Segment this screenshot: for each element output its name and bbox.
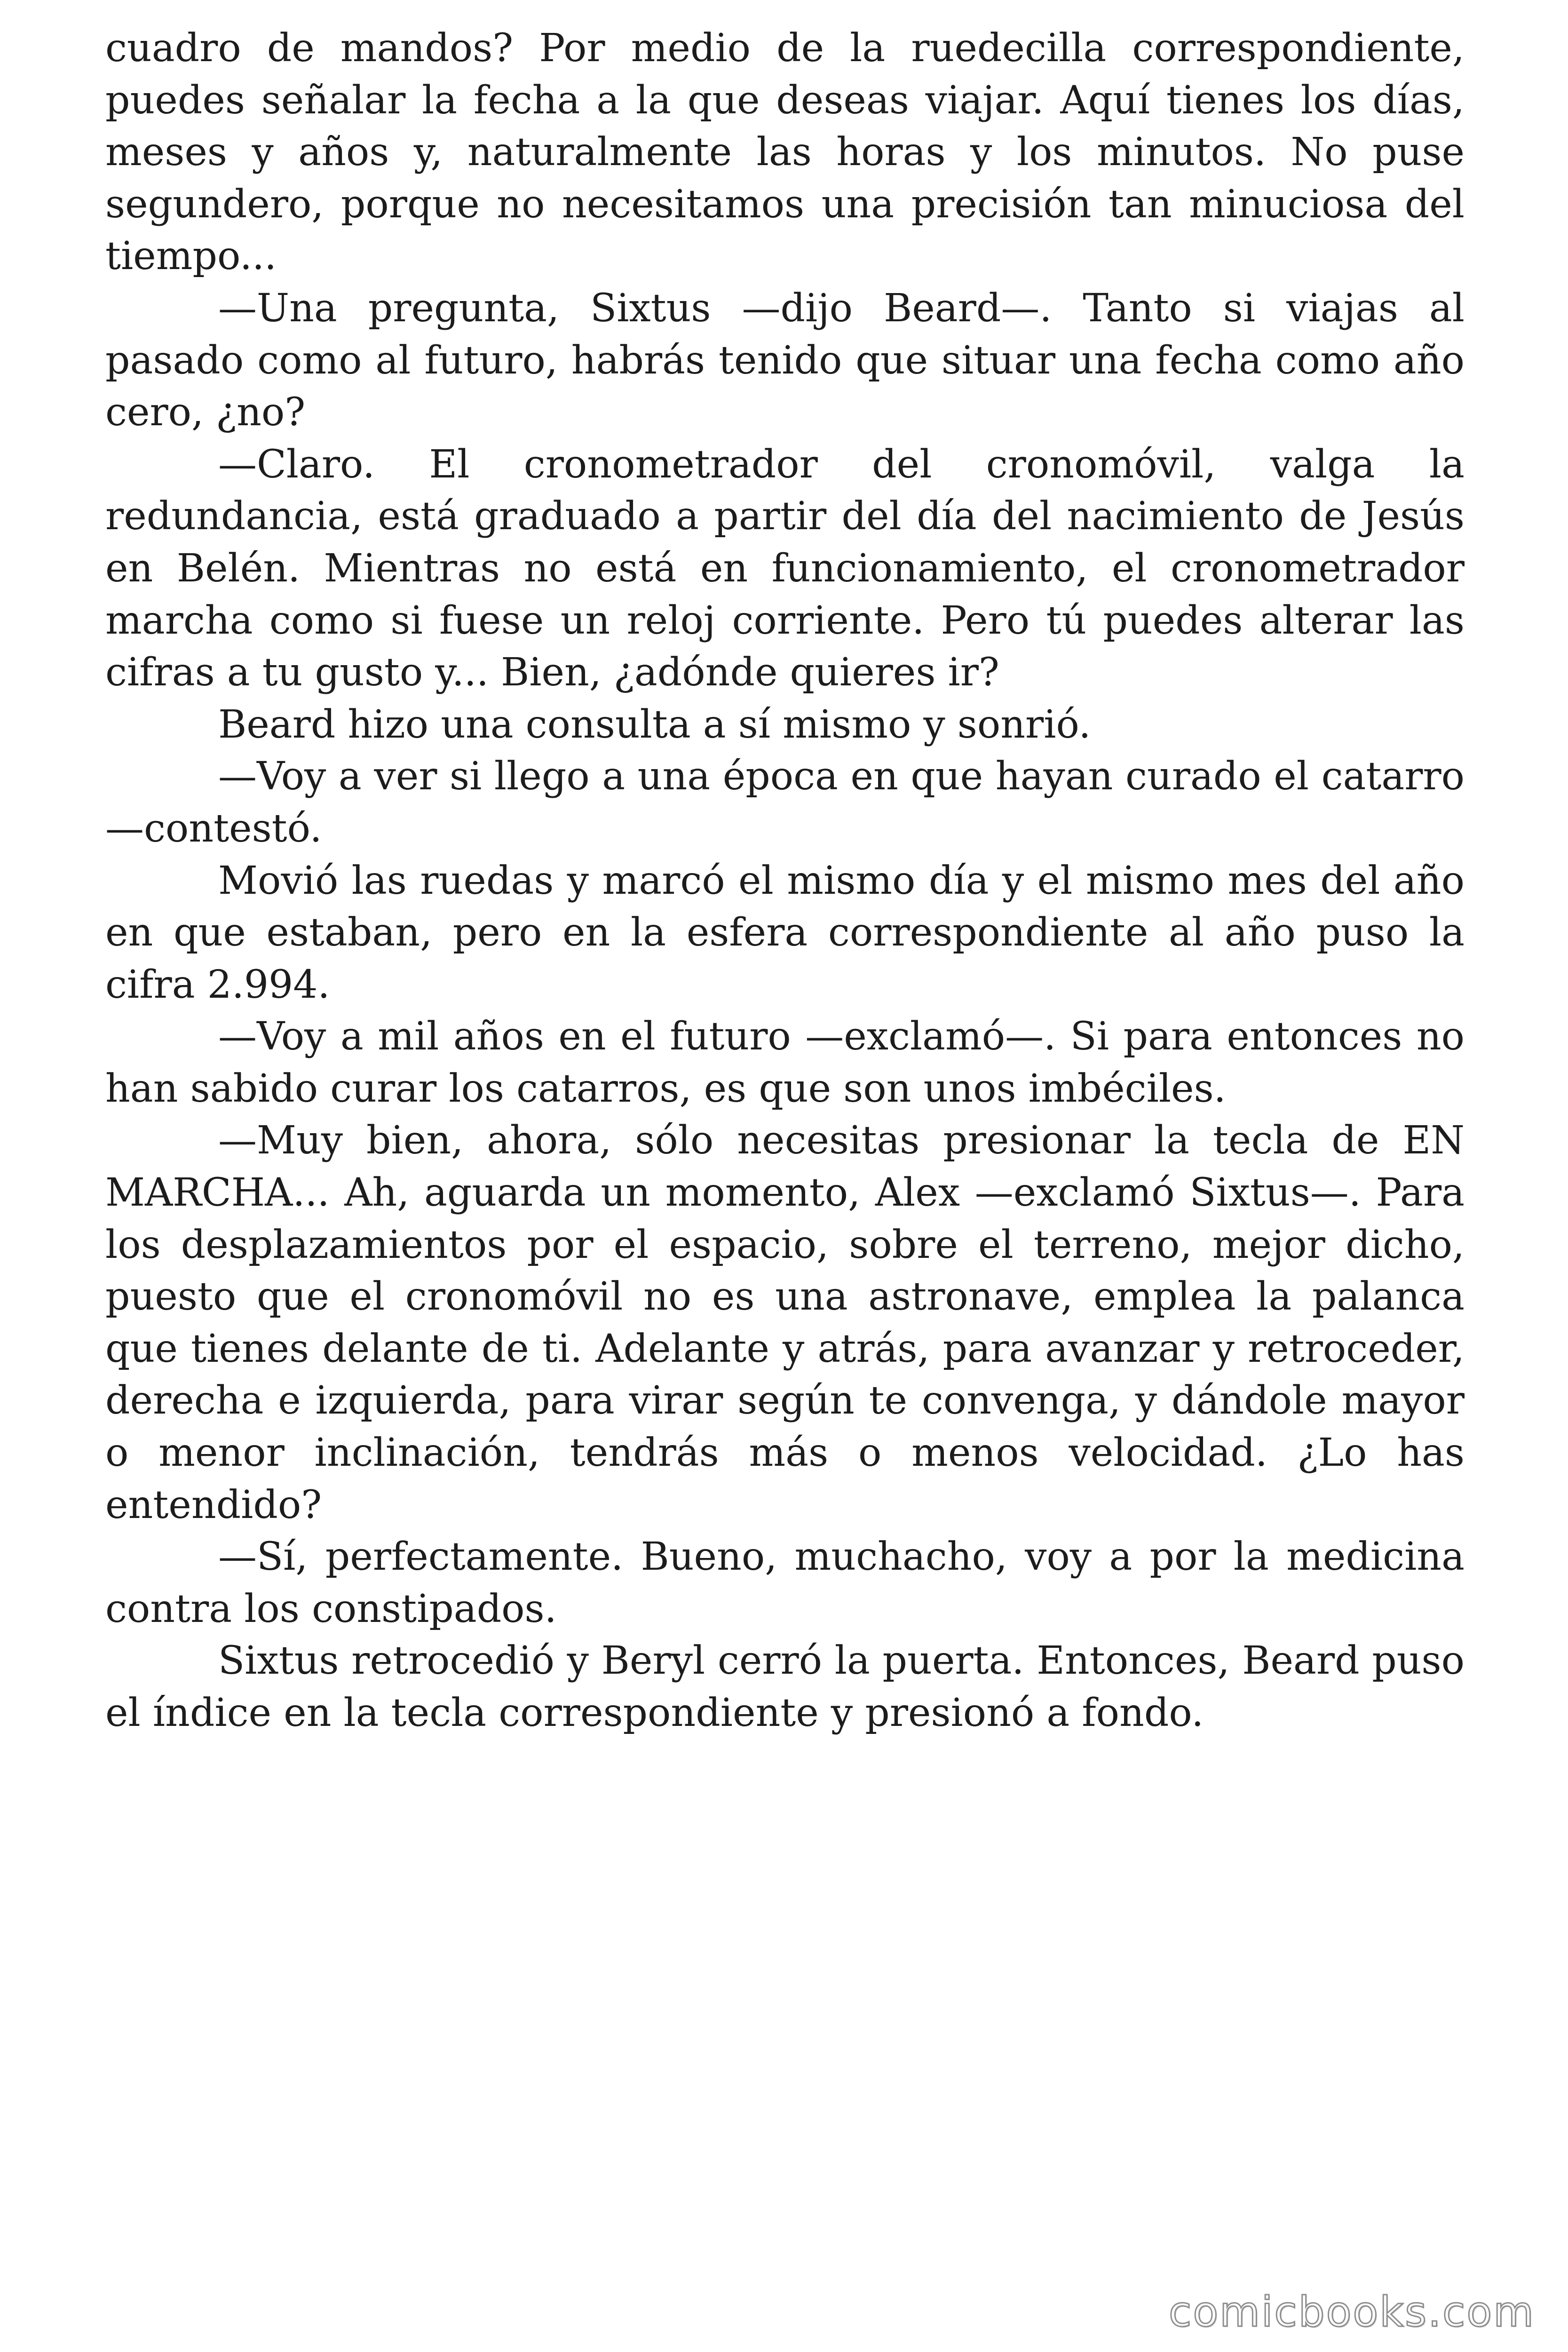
paragraph-6: Movió las ruedas y marcó el mismo día y el mismo mes del año en que estaban, pero en la esfera correspondiente al año puso la cifra 2.994.	[105, 858, 1465, 1007]
book-page-text	[105, 23, 1465, 1740]
watermark-logo: comicbooks.com	[1168, 2288, 1535, 2336]
paragraph-3: —Claro. El cronometrador del cronomóvil, valga la redundancia, está graduado a partir del día del nacimiento de Jesús en Belén. Mientras no está en funcionamiento, el cronometrador marcha como si fuese un reloj corriente. Pero tú puedes alterar las cifras a tu gusto y... Bien, ¿adónde quieres ir?	[105, 442, 1465, 695]
paragraph-5: —Voy a ver si llego a una época en que hayan curado el catarro —contestó.	[105, 754, 1465, 851]
paragraph-7: —Voy a mil años en el futuro —exclamó—. Si para entonces no han sabido curar los catarros, es que son unos imbéciles.	[105, 1014, 1465, 1111]
paragraph-9: —Sí, perfectamente. Bueno, muchacho, voy a por la medicina contra los constipados.	[105, 1534, 1465, 1631]
paragraph-2: —Una pregunta, Sixtus —dijo Beard—. Tanto si viajas al pasado como al futuro, habrás tenido que situar una fecha como año cero, ¿no?	[105, 286, 1465, 435]
paragraph-1: cuadro de mandos? Por medio de la ruedecilla correspondiente, puedes señalar la fecha a la que deseas viajar. Aquí tienes los días, meses y años y, naturalmente las horas y los minutos. No puse segundero, porque no necesitamos una precisión tan minuciosa del tiempo...	[105, 26, 1465, 279]
paragraph-4: Beard hizo una consulta a sí mismo y sonrió.	[218, 702, 1091, 747]
paragraph-8: —Muy bien, ahora, sólo necesitas presionar la tecla de EN MARCHA... Ah, aguarda un momento, Alex —exclamó Sixtus—. Para los desplazamientos por el espacio, sobre el terreno, mejor dicho, puesto que el cronomóvil no es una astronave, emplea la palanca que tienes delante de ti. Adelante y atrás, para avanzar y retroceder, derecha e izquierda, para virar según te convenga, y dándole mayor o menor inclinación, tendrás más o menos velocidad. ¿Lo has entendido?	[105, 1118, 1465, 1527]
paragraph-10: Sixtus retrocedió y Beryl cerró la puerta. Entonces, Beard puso el índice en la tecla correspondiente y presionó a fondo.	[105, 1638, 1465, 1735]
